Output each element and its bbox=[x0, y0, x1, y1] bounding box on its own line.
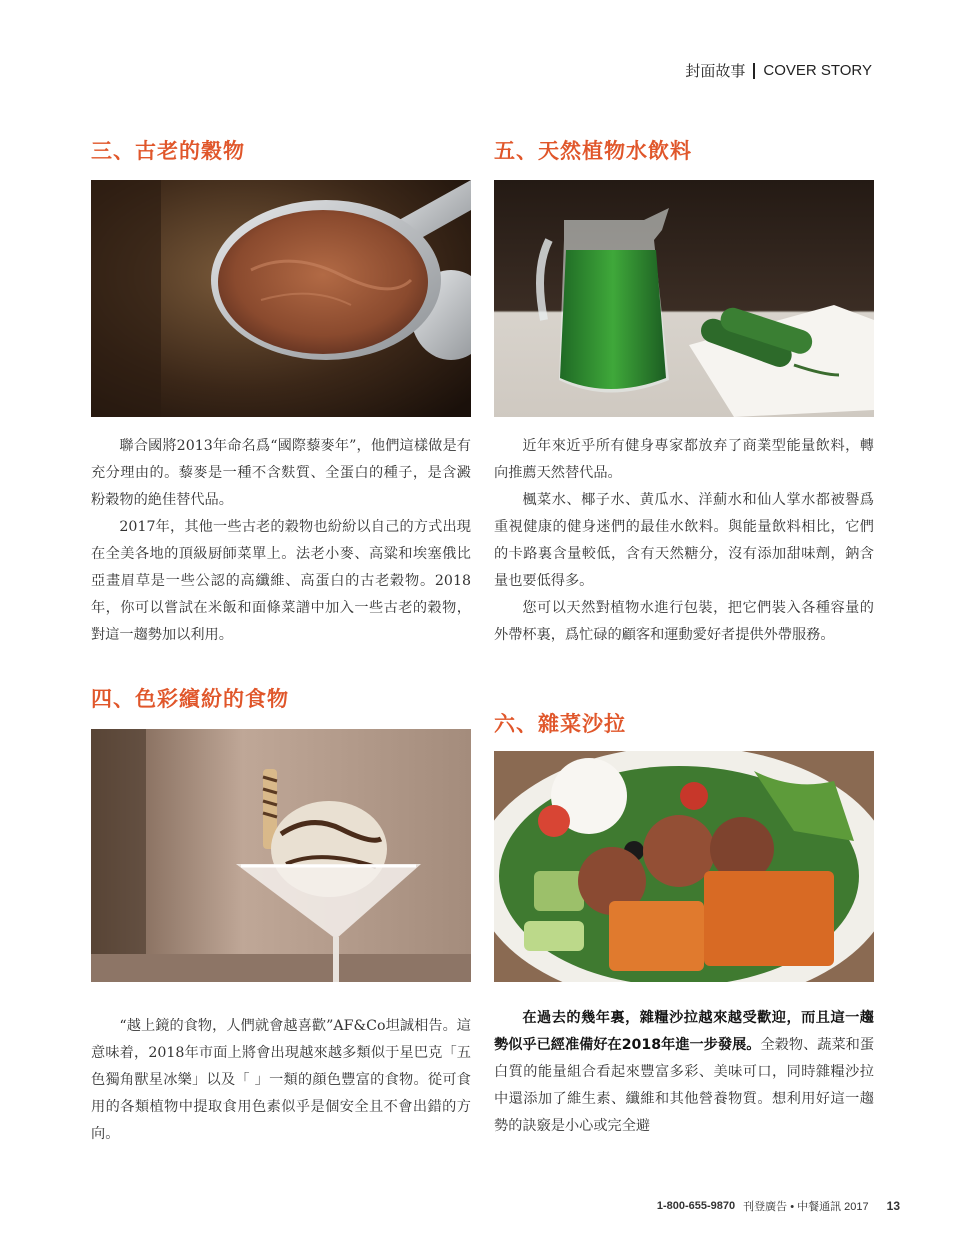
section-4-text bbox=[91, 1013, 471, 1148]
s6-paragraph bbox=[494, 1005, 874, 1140]
section-3-title: 三、古老的穀物 bbox=[91, 139, 245, 163]
page-number: 13 bbox=[886, 1199, 900, 1213]
s5-paragraph: 楓菜水、椰子水、黄瓜水、洋薊水和仙人掌水都被譽爲重視健康的健身迷們的最佳水飲料。與能量飲料相比，它們的卡路裏含量較低，含有天然糖分，沒有添加甜味劑，鈉含量也要低得多。 bbox=[494, 492, 874, 589]
header-label: COVER STORY bbox=[763, 62, 872, 79]
s5-paragraph: 您可以天然對植物水進行包裝，把它們裝入各種容量的外帶杯裏，爲忙碌的顧客和運動愛好者提供外帶服務。 bbox=[494, 600, 874, 643]
section-3-text bbox=[91, 433, 471, 649]
s4-paragraph: “越上鏡的食物，人們就會越喜歡”AF&Co坦誠相告。這意味着，2018年市面上將會出現越來越多類似于星巴克「五色獨角獸星冰樂」以及「 」一類的顔色豐富的食物。從可食用的各類植物中提取食用色素似乎是個安全且不會出錯的方向。 bbox=[91, 1018, 471, 1142]
right-column bbox=[494, 0, 874, 1242]
footer-phone: 1-800-655-9870 bbox=[656, 1200, 736, 1212]
s6-bold-lead: 在過去的幾年裏，雜糧沙拉越來越受歡迎，而且這一趨勢似乎已經准備好在2018年進一步發展。 bbox=[494, 1010, 874, 1053]
s6-body: 全穀物、蔬菜和蛋白質的能量組合看起來豐富多彩、美味可口，同時雜糧沙拉中還添加了維生素、纖維和其他營養物質。想利用好這一趨勢的訣竅是小心或完全避 bbox=[494, 1037, 875, 1134]
salad-photo bbox=[494, 751, 874, 982]
grain-spoon-photo bbox=[91, 180, 471, 417]
sundae-photo bbox=[91, 729, 471, 982]
section-6-title: 六、雜菜沙拉 bbox=[494, 712, 626, 736]
section-5-text bbox=[494, 433, 874, 649]
s3-paragraph: 2017年，其他一些古老的穀物也紛紛以自己的方式出現在全美各地的頂級厨師菜單上。法老小麥、高粱和埃塞俄比亞畫眉草是一些公認的高纖維、高蛋白的古老穀物。2018年，你可以嘗試在米飯和面條菜譜中加入一些古老的穀物，對這一趨勢加以利用。 bbox=[91, 519, 471, 643]
section-6-text bbox=[494, 1005, 874, 1140]
left-column bbox=[91, 0, 471, 1242]
s5-paragraph: 近年來近乎所有健身專家都放弃了商業型能量飲料，轉向推薦天然替代品。 bbox=[494, 438, 874, 481]
page-footer bbox=[657, 1198, 900, 1214]
footer-publication: 刊登廣告 • 中餐通訊 2017 bbox=[743, 1201, 869, 1213]
green-juice-photo bbox=[494, 180, 874, 417]
s3-paragraph: 聯合國將2013年命名爲“國際藜麥年”，他們這樣做是有充分理由的。藜麥是一種不含麩質、全蛋白的種子，是含澱粉穀物的絶佳替代品。 bbox=[91, 438, 471, 508]
section-5-title: 五、天然植物水飲料 bbox=[494, 139, 692, 163]
section-4-title: 四、色彩繽紛的食物 bbox=[91, 687, 289, 711]
header-section: 封面故事 bbox=[685, 63, 746, 80]
